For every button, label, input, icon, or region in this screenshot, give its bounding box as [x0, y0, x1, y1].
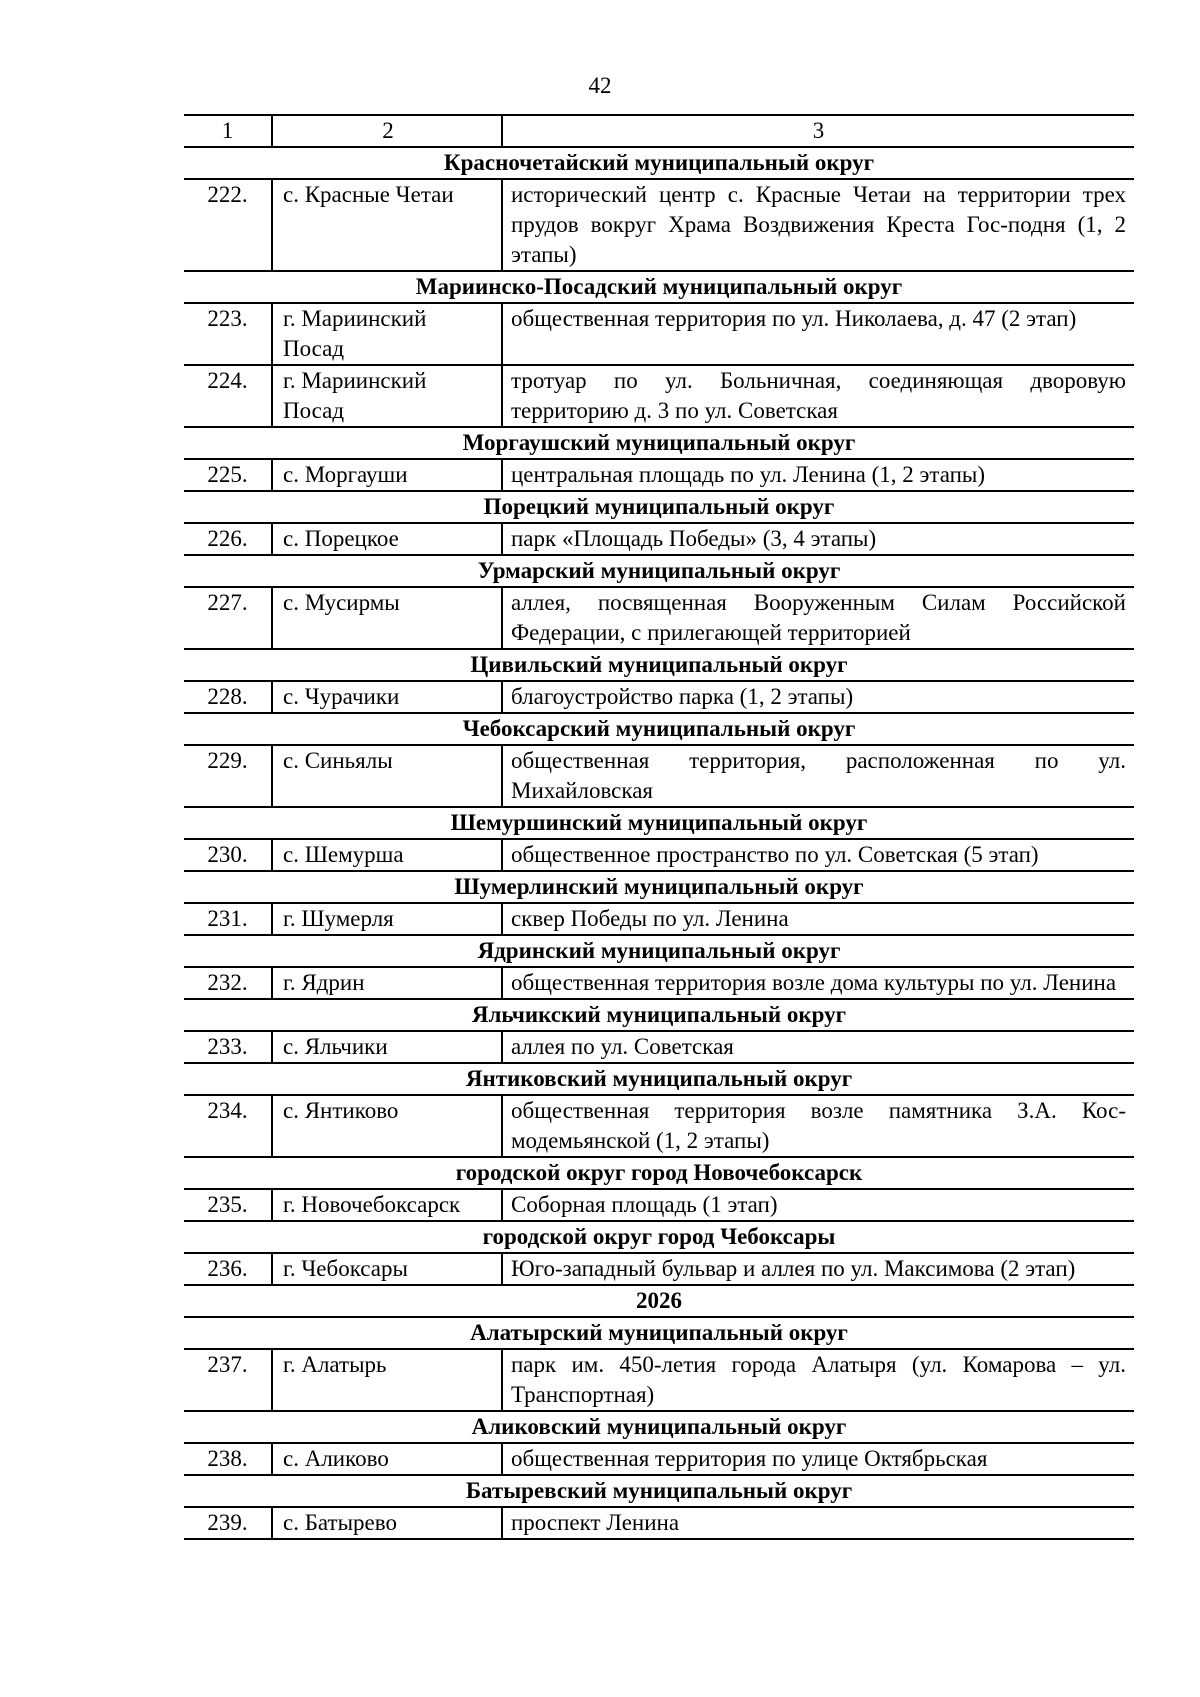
- table-row: [184, 459, 1134, 491]
- section-header-row: [184, 1411, 1134, 1443]
- table-row: [184, 1349, 1134, 1411]
- row-locality: г. Мариинский Посад: [272, 365, 502, 427]
- table-row: [184, 681, 1134, 713]
- section-header-row: [184, 807, 1134, 839]
- row-number: 229.: [184, 745, 272, 807]
- section-header-row: [184, 1221, 1134, 1253]
- section-header-row: [184, 871, 1134, 903]
- section-title: Урмарский муниципальный округ: [184, 555, 1134, 587]
- row-locality: с. Батырево: [272, 1507, 502, 1539]
- table-row: [184, 1507, 1134, 1539]
- row-description: проспект Ленина: [502, 1507, 1134, 1539]
- row-locality: с. Мусирмы: [272, 587, 502, 649]
- table-row: [184, 1095, 1134, 1157]
- table-row: [184, 1253, 1134, 1285]
- section-title: Мариинско-Посадский муниципальный округ: [184, 271, 1134, 303]
- row-locality: с. Порецкое: [272, 523, 502, 555]
- column-header-number: 1: [184, 115, 272, 147]
- section-title: Аликовский муниципальный округ: [184, 1411, 1134, 1443]
- row-locality: г. Мариинский Посад: [272, 303, 502, 365]
- table-body: [184, 115, 1134, 1539]
- row-locality: с. Моргауши: [272, 459, 502, 491]
- table-row: [184, 967, 1134, 999]
- table-row: [184, 179, 1134, 271]
- section-title: Алатырский муниципальный округ: [184, 1317, 1134, 1349]
- row-number: 231.: [184, 903, 272, 935]
- section-title: Батыревский муниципальный округ: [184, 1475, 1134, 1507]
- section-header-row: [184, 1317, 1134, 1349]
- territories-table: [184, 114, 1134, 1540]
- row-number: 235.: [184, 1189, 272, 1221]
- section-header-row: [184, 491, 1134, 523]
- row-locality: с. Янтиково: [272, 1095, 502, 1157]
- section-title: Янтиковский муниципальный округ: [184, 1063, 1134, 1095]
- section-title: Ядринский муниципальный округ: [184, 935, 1134, 967]
- table-row: [184, 1189, 1134, 1221]
- row-locality: с. Синьялы: [272, 745, 502, 807]
- section-header-row: [184, 1285, 1134, 1317]
- table-row: [184, 903, 1134, 935]
- row-locality: г. Шумерля: [272, 903, 502, 935]
- section-header-row: [184, 555, 1134, 587]
- row-locality: г. Чебоксары: [272, 1253, 502, 1285]
- row-locality: г. Алатырь: [272, 1349, 502, 1411]
- row-locality: с. Шемурша: [272, 839, 502, 871]
- row-locality: с. Красные Четаи: [272, 179, 502, 271]
- row-number: 224.: [184, 365, 272, 427]
- table-row: [184, 839, 1134, 871]
- section-title: Шумерлинский муниципальный округ: [184, 871, 1134, 903]
- table-row: [184, 523, 1134, 555]
- row-number: 223.: [184, 303, 272, 365]
- table-row: [184, 1031, 1134, 1063]
- section-title: Чебоксарский муниципальный округ: [184, 713, 1134, 745]
- section-header-row: [184, 649, 1134, 681]
- row-description: общественное пространство по ул. Советская (5 этап): [502, 839, 1134, 871]
- section-header-row: [184, 935, 1134, 967]
- row-number: 238.: [184, 1443, 272, 1475]
- row-locality: с. Чурачики: [272, 681, 502, 713]
- table-row: [184, 745, 1134, 807]
- row-locality: с. Яльчики: [272, 1031, 502, 1063]
- row-number: 237.: [184, 1349, 272, 1411]
- row-description: аллея по ул. Советская: [502, 1031, 1134, 1063]
- section-title: Порецкий муниципальный округ: [184, 491, 1134, 523]
- row-description: парк им. 450-летия города Алатыря (ул. Комарова – ул. Транспортная): [502, 1349, 1134, 1411]
- column-header-locality: 2: [272, 115, 502, 147]
- row-description: парк «Площадь Победы» (3, 4 этапы): [502, 523, 1134, 555]
- row-number: 236.: [184, 1253, 272, 1285]
- section-title: городской округ город Чебоксары: [184, 1221, 1134, 1253]
- page-number: 42: [588, 73, 612, 98]
- section-title: Моргаушский муниципальный округ: [184, 427, 1134, 459]
- row-description: общественная территория возле дома культуры по ул. Ленина: [502, 967, 1134, 999]
- section-title: Красночетайский муниципальный округ: [184, 147, 1134, 179]
- section-title: Яльчикский муниципальный округ: [184, 999, 1134, 1031]
- section-header-row: [184, 1063, 1134, 1095]
- row-description: сквер Победы по ул. Ленина: [502, 903, 1134, 935]
- row-number: 228.: [184, 681, 272, 713]
- row-description: общественная территория, расположенная по ул. Михайловская: [502, 745, 1134, 807]
- row-number: 227.: [184, 587, 272, 649]
- table-row: [184, 365, 1134, 427]
- row-description: благоустройство парка (1, 2 этапы): [502, 681, 1134, 713]
- row-description: центральная площадь по ул. Ленина (1, 2 этапы): [502, 459, 1134, 491]
- table-row: [184, 303, 1134, 365]
- row-number: 234.: [184, 1095, 272, 1157]
- section-header-row: [184, 271, 1134, 303]
- section-header-row: [184, 999, 1134, 1031]
- row-locality: г. Новочебоксарск: [272, 1189, 502, 1221]
- row-number: 222.: [184, 179, 272, 271]
- row-number: 230.: [184, 839, 272, 871]
- row-description: аллея, посвященная Вооруженным Силам Российской Федерации, с прилегающей территорией: [502, 587, 1134, 649]
- section-header-row: [184, 1157, 1134, 1189]
- row-description: общественная территория возле памятника З.А. Кос-модемьянской (1, 2 этапы): [502, 1095, 1134, 1157]
- row-description: Юго-западный бульвар и аллея по ул. Максимова (2 этап): [502, 1253, 1134, 1285]
- section-title: городской округ город Новочебоксарск: [184, 1157, 1134, 1189]
- row-description: тротуар по ул. Больничная, соединяющая дворовую территорию д. 3 по ул. Советская: [502, 365, 1134, 427]
- section-title: 2026: [184, 1285, 1134, 1317]
- row-locality: с. Аликово: [272, 1443, 502, 1475]
- section-title: Цивильский муниципальный округ: [184, 649, 1134, 681]
- row-description: исторический центр с. Красные Четаи на территории трех прудов вокруг Храма Воздвижения Креста Гос-подня (1, 2 этапы): [502, 179, 1134, 271]
- row-locality: г. Ядрин: [272, 967, 502, 999]
- row-number: 226.: [184, 523, 272, 555]
- row-number: 239.: [184, 1507, 272, 1539]
- row-description: Соборная площадь (1 этап): [502, 1189, 1134, 1221]
- section-header-row: [184, 147, 1134, 179]
- row-number: 232.: [184, 967, 272, 999]
- row-number: 225.: [184, 459, 272, 491]
- section-header-row: [184, 713, 1134, 745]
- table-row: [184, 587, 1134, 649]
- section-title: Шемуршинский муниципальный округ: [184, 807, 1134, 839]
- section-header-row: [184, 1475, 1134, 1507]
- table-header-row: [184, 115, 1134, 147]
- section-header-row: [184, 427, 1134, 459]
- row-number: 233.: [184, 1031, 272, 1063]
- row-description: общественная территория по улице Октябрьская: [502, 1443, 1134, 1475]
- table-row: [184, 1443, 1134, 1475]
- column-header-description: 3: [502, 115, 1134, 147]
- row-description: общественная территория по ул. Николаева, д. 47 (2 этап): [502, 303, 1134, 365]
